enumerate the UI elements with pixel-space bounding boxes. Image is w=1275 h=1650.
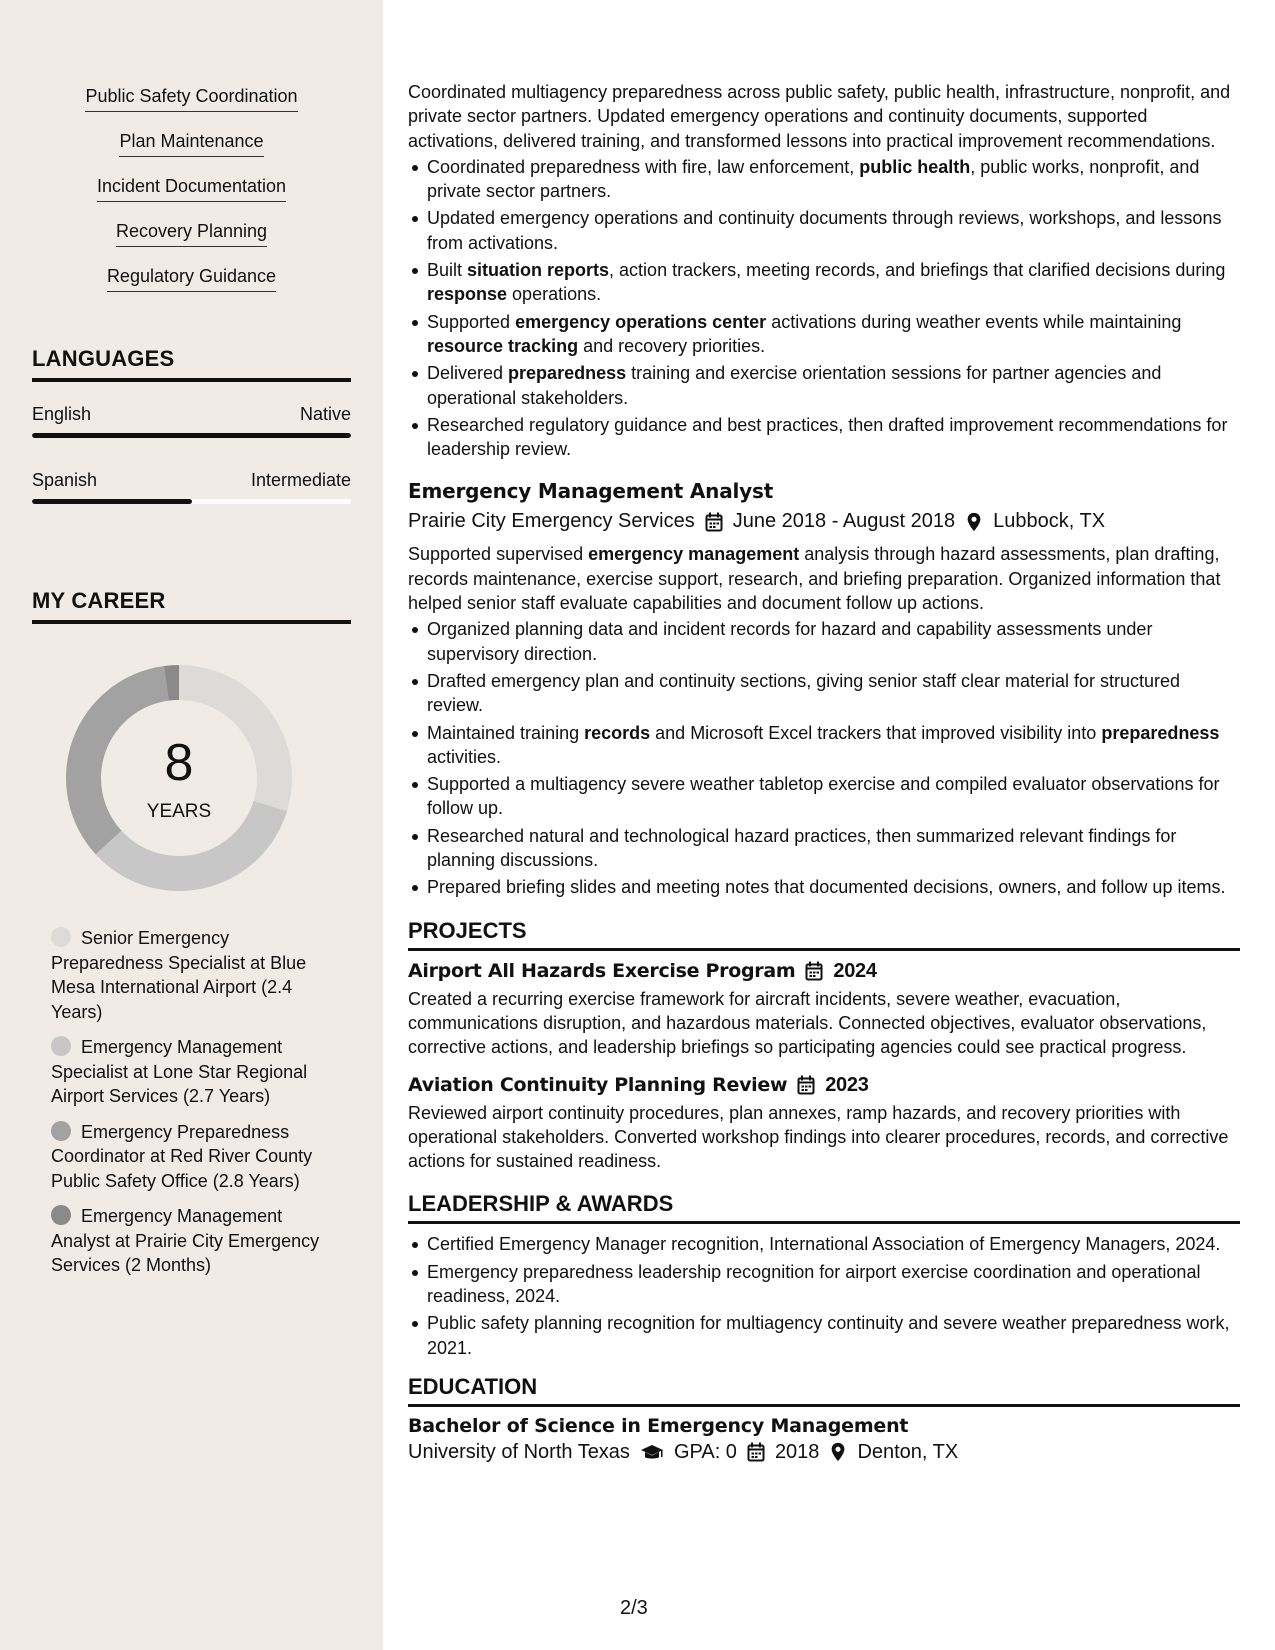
bullet-text: training and exercise orientation sessions for partner agencies and operational stakeholders. <box>427 363 1162 408</box>
bullet-text: activations during weather events while maintaining <box>766 311 1182 332</box>
job-dates: June 2018 - August 2018 <box>732 510 956 533</box>
career-total-years: 8 <box>164 734 194 792</box>
language-level: Intermediate <box>250 470 351 490</box>
bullet-text: Delivered <box>427 363 509 384</box>
project-description: Created a recurring exercise framework for aircraft incidents, severe weather, evacuation, communications disruption, and hazardous materials. Connected objectives, evaluator observations, corrective actions, and leadership briefings so participating agencies could see practical progress. <box>408 988 1207 1058</box>
bullet-text: Built <box>427 260 468 281</box>
skill-item <box>0 131 383 176</box>
calendar-icon <box>705 512 723 532</box>
page-number: 2/3 <box>620 1597 648 1619</box>
language-level: Native <box>299 404 351 424</box>
bullet-text: and Microsoft Excel trackers that improved visibility into <box>650 722 1102 743</box>
career-title: MY CAREER <box>32 588 351 624</box>
career-legend-text: Emergency Preparedness Coordinator at Red River County Public Safety Office (2.8 Years) <box>51 1121 313 1191</box>
career-item <box>51 1120 331 1194</box>
bullet-bold: public health <box>859 156 971 177</box>
career-item <box>51 1035 331 1109</box>
bullet-bold: resource tracking <box>427 335 579 356</box>
job-summary-bold: emergency management <box>588 544 800 565</box>
career-legend <box>51 926 331 1289</box>
bullet-text: Prepared briefing slides and meeting notes that documented decisions, owners, and follow up items. <box>427 877 1226 898</box>
bullet-item <box>408 155 1240 204</box>
bullet-item <box>408 772 1240 821</box>
education-school: University of North Texas <box>408 1440 630 1463</box>
career-legend-text: Senior Emergency Preparedness Specialist at Blue Mesa International Airport (2.4 Years) <box>51 928 307 1022</box>
project-title: Aviation Continuity Planning Review <box>408 1074 788 1096</box>
education-location: Denton, TX <box>857 1440 959 1463</box>
job-summary-text: analysis through hazard assessments, plan drafting, records maintenance, exercise support, research, and briefing preparation. Organized information that helped senior staff evaluate capabilities and document follow up actions. <box>408 544 1221 614</box>
skills-list <box>0 86 383 311</box>
career-legend-text: Emergency Management Specialist at Lone Star Regional Airport Services (2.7 Years) <box>51 1037 308 1106</box>
job-summary-text: Supported supervised <box>408 544 589 565</box>
experience-summary: Coordinated multiagency preparedness across public safety, public health, infrastructure, nonprofit, and private sector partners. Updated emergency operations and continuity documents, supported activations, delivered training, and transformed lessons into practical improvement recommendations. <box>408 82 1231 151</box>
language-name: English <box>32 404 92 424</box>
bullet-item <box>408 258 1240 307</box>
language-row <box>32 404 351 425</box>
career-total-unit: YEARS <box>146 801 212 822</box>
project-title-row <box>408 1074 1240 1097</box>
career-item <box>51 926 331 1024</box>
bullet-text: Researched regulatory guidance and best practices, then drafted improvement recommendations for leadership review. <box>427 414 1228 460</box>
leadership-item: Public safety planning recognition for multiagency continuity and severe weather preparedness work, 2021. <box>408 1311 1240 1360</box>
bullet-item <box>408 617 1240 666</box>
education-meta <box>408 1441 1240 1464</box>
project-year: 2023 <box>825 1073 869 1096</box>
calendar-icon <box>797 1075 815 1095</box>
bullet-text: Coordinated preparedness with fire, law enforcement, <box>427 156 860 177</box>
bullet-text: Updated emergency operations and continuity documents through reviews, workshops, and lessons from activations. <box>427 208 1222 253</box>
bullet-text: Maintained training <box>427 722 585 743</box>
bullet-item <box>408 206 1240 255</box>
bullet-item <box>408 875 1240 899</box>
career-legend-dot <box>51 927 71 947</box>
career-section <box>32 588 351 624</box>
languages-title: LANGUAGES <box>32 346 351 382</box>
skill-item <box>0 86 383 131</box>
projects-title: PROJECTS <box>408 918 1240 951</box>
bullet-bold: records <box>584 722 651 743</box>
career-legend-text: Emergency Management Analyst at Prairie City Emergency Services (2 Months) <box>51 1206 320 1275</box>
bullet-text: Researched natural and technological hazard practices, then summarized relevant findings for planning discussions. <box>427 825 1177 871</box>
career-legend-dot <box>51 1121 71 1141</box>
language-name: Spanish <box>32 470 98 490</box>
calendar-icon <box>805 961 823 981</box>
location-pin-icon <box>829 1442 847 1462</box>
language-bar-fill <box>32 499 192 504</box>
leadership-title: LEADERSHIP & AWARDS <box>408 1191 1240 1224</box>
skill-item <box>0 221 383 266</box>
location-pin-icon <box>965 512 983 532</box>
project-item <box>408 1074 1240 1174</box>
bullet-item <box>408 361 1240 410</box>
bullet-text: , public works, nonprofit, and private sector partners. <box>427 156 1200 202</box>
project-title: Airport All Hazards Exercise Program <box>408 960 796 983</box>
leadership-list <box>408 1232 1240 1359</box>
bullet-item <box>408 824 1240 873</box>
skill-label: Plan Maintenance <box>119 131 263 157</box>
language-row <box>32 470 351 491</box>
language-bar-fill <box>32 433 351 438</box>
skill-label: Public Safety Coordination <box>85 86 297 112</box>
language-bar <box>32 433 351 438</box>
project-title-row <box>408 960 1240 983</box>
education-year: 2018 <box>774 1440 820 1463</box>
skill-label: Recovery Planning <box>116 221 267 247</box>
main-content <box>408 0 1240 1464</box>
job-bullets <box>408 617 1240 899</box>
job-title: Emergency Management Analyst <box>408 479 774 504</box>
career-legend-dot <box>51 1036 71 1056</box>
bullet-item <box>408 413 1240 462</box>
bullet-bold: situation reports <box>467 260 610 281</box>
bullet-text: Drafted emergency plan and continuity sections, giving senior staff clear material for structured review. <box>427 670 1181 716</box>
education-title: EDUCATION <box>408 1374 1240 1407</box>
bullet-text: and recovery priorities. <box>578 335 766 356</box>
skill-label: Regulatory Guidance <box>107 266 276 292</box>
bullet-item <box>408 310 1240 359</box>
bullet-text: operations. <box>507 284 602 305</box>
calendar-icon <box>747 1442 765 1462</box>
career-item <box>51 1204 331 1278</box>
project-item <box>408 960 1240 1060</box>
job-summary <box>408 542 1240 615</box>
projects-list <box>408 960 1240 1174</box>
bullet-text: activities. <box>427 746 502 767</box>
graduation-cap-icon <box>640 1442 664 1462</box>
bullet-item <box>408 721 1240 770</box>
bullet-text: Supported a multiagency severe weather tabletop exercise and compiled evaluator observations for follow up. <box>427 774 1220 819</box>
leadership-item: Certified Emergency Manager recognition, International Association of Emergency Managers, 2024. <box>408 1232 1240 1256</box>
experience-bullets <box>408 155 1240 462</box>
languages-section <box>32 346 351 504</box>
project-year: 2024 <box>833 959 877 982</box>
bullet-bold: response <box>427 284 508 305</box>
job-company: Prairie City Emergency Services <box>408 510 695 533</box>
bullet-text: Organized planning data and incident records for hazard and capability assessments under supervisory direction. <box>427 619 1153 664</box>
bullet-text: Supported <box>427 311 516 332</box>
project-description: Reviewed airport continuity procedures, plan annexes, ramp hazards, and recovery priorities with operational stakeholders. Converted workshop findings into clearer procedures, records, and corrective actions for sustained readiness. <box>408 1102 1229 1172</box>
bullet-bold: preparedness <box>508 363 627 384</box>
bullet-bold: preparedness <box>1101 722 1220 743</box>
job-meta <box>408 510 1240 533</box>
language-bar <box>32 499 351 504</box>
bullet-item <box>408 669 1240 718</box>
career-legend-dot <box>51 1205 71 1225</box>
leadership-item: Emergency preparedness leadership recognition for airport exercise coordination and operational readiness, 2024. <box>408 1260 1240 1309</box>
bullet-text: , action trackers, meeting records, and briefings that clarified decisions during <box>609 260 1226 281</box>
skill-item <box>0 176 383 221</box>
job-location: Lubbock, TX <box>993 510 1106 533</box>
education-degree: Bachelor of Science in Emergency Management <box>408 1414 909 1437</box>
sidebar <box>0 0 383 1650</box>
career-donut-chart <box>64 663 294 893</box>
bullet-bold: emergency operations center <box>515 311 767 332</box>
skill-item <box>0 266 383 311</box>
skill-label: Incident Documentation <box>97 176 286 202</box>
education-gpa: GPA: 0 <box>673 1440 737 1463</box>
